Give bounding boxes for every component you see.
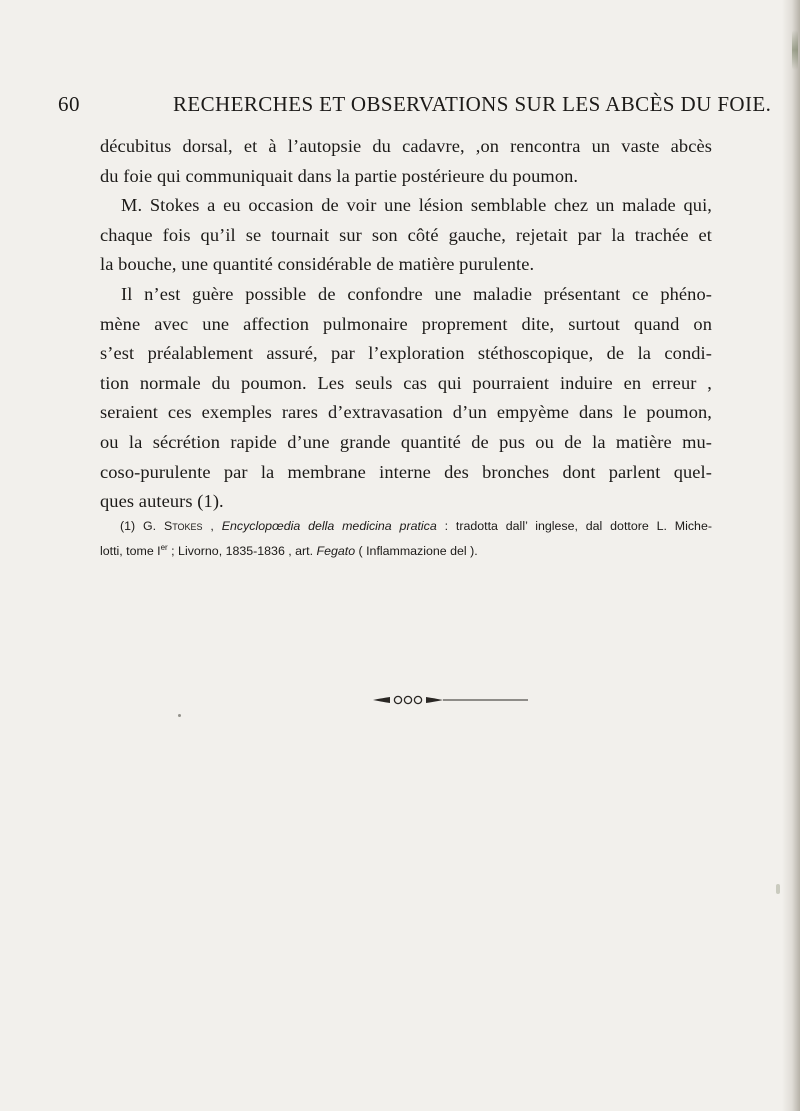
- footnote-line-1: [100, 516, 712, 537]
- footnote-superscript: er: [160, 543, 168, 552]
- footnote-sep: ,: [202, 519, 222, 533]
- running-head: RECHERCHES ET OBSERVATIONS SUR LES ABCÈS DU FOIE.: [173, 92, 772, 116]
- ornament-right-wedge: [426, 697, 443, 703]
- body-line-10: seraient ces exemples rares d’extravasation d’un empyème dans le poumon,: [100, 402, 712, 423]
- body-line-4: chaque fois qu’il se tournait sur son côté gauche, rejetait par la trachée et: [100, 224, 712, 245]
- body-line-1: décubitus dorsal, et à l’autopsie du cadavre, ,on rencontra un vaste abcès: [100, 136, 712, 156]
- body-line-5: la bouche, une quantité considérable de matière purulente.: [100, 254, 535, 275]
- footnote-work-title: Encyclopœdia della medicina pratica: [221, 519, 437, 533]
- footnote-line2-start: lotti, tome I: [100, 544, 161, 559]
- ornament-left-rule: [278, 697, 390, 703]
- end-ornament: [278, 694, 528, 706]
- footnote-article: Fegato: [316, 544, 356, 559]
- footnote-author: Stokes: [163, 519, 203, 533]
- body-line-6: Il n’est guère possible de confondre une maladie présentant ce phéno-: [121, 283, 712, 304]
- body-line-12: coso-purulente par la membrane interne des bronches dont parlent quel-: [100, 461, 712, 482]
- footnote-initial: G.: [143, 519, 164, 533]
- ornament-ring-2: [404, 696, 411, 703]
- body-line-13: ques auteurs (1).: [100, 491, 224, 512]
- scan-edge-mark: [792, 30, 798, 70]
- footnote-line2-mid: ; Livorno, 1835-1836 , art.: [167, 544, 317, 559]
- paper-speck: [776, 884, 780, 894]
- page-edge-shadow: [782, 0, 800, 1111]
- body-line-7: mène avec une affection pulmonaire proprement dite, surtout quand on: [100, 313, 712, 334]
- paper-speck: [178, 714, 181, 717]
- body-line-8: s’est préalablement assuré, par l’exploration stéthoscopique, de la condi-: [100, 343, 712, 364]
- body-line-2: du foie qui communiquait dans la partie postérieure du poumon.: [100, 165, 579, 186]
- page-header: [58, 92, 772, 118]
- footnote-marker: (1): [120, 519, 136, 533]
- footnote-line2-end: ( Inflammazione del ).: [355, 544, 478, 559]
- footnote: [100, 516, 712, 558]
- body-line-3: M. Stokes a eu occasion de voir une lésion semblable chez un malade qui,: [121, 195, 712, 216]
- body-line-9: tion normale du poumon. Les seuls cas qui pourraient induire en erreur ,: [100, 372, 712, 393]
- ornament-ring-3: [414, 696, 421, 703]
- footnote-line-2: [100, 537, 712, 558]
- body-text: [100, 132, 712, 517]
- footnote-line1-end: : tradotta dall’ inglese, dal dottore L. Miche-: [436, 519, 712, 533]
- body-line-11: ou la sécrétion rapide d’une grande quantité de pus ou de la matière mu-: [100, 431, 712, 452]
- ornament-ring-1: [394, 696, 401, 703]
- page-number: 60: [58, 92, 80, 116]
